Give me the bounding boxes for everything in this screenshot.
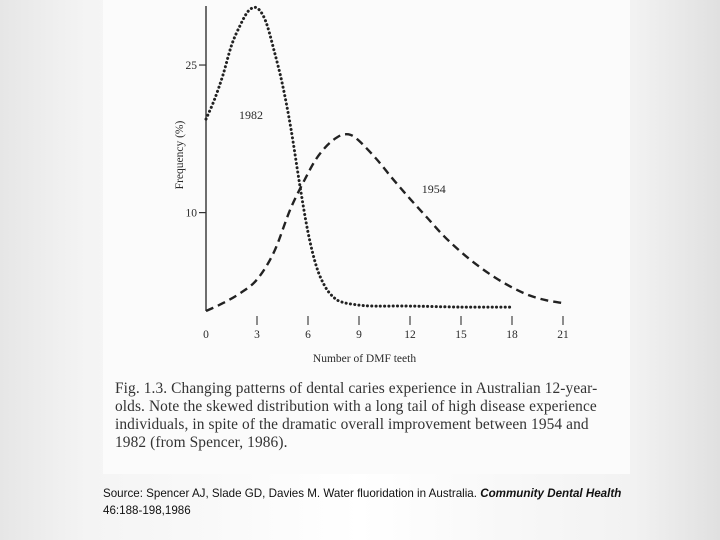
source-citation <box>103 485 663 519</box>
series-label-1982: 1982 <box>239 108 263 123</box>
x-tick-label: 15 <box>455 329 467 341</box>
figure-caption-label: Fig. 1.3. <box>115 380 168 397</box>
x-tick-label: 3 <box>254 329 260 341</box>
x-tick-label: 21 <box>557 329 569 341</box>
x-tick-label: 9 <box>356 329 362 341</box>
x-axis-title: Number of DMF teeth <box>312 353 417 365</box>
series-line-1954 <box>206 134 563 311</box>
x-tick-label: 0 <box>203 329 209 341</box>
x-tick-label: 12 <box>404 329 416 341</box>
y-tick-label: 10 <box>185 207 197 220</box>
figure-caption-text: Changing patterns of dental caries experience in Australian 12-year-olds. Note the skewed distribution with a long tail of high disease experience individuals, in spite of the dramatic overall improvement between 1954 and 1982 (from Spencer, 1986). <box>115 380 598 451</box>
chart-series <box>206 7 563 311</box>
source-prefix: Source: Spencer AJ, Slade GD, Davies M. Water fluoridation in Australia. <box>103 487 477 500</box>
series-label-1954: 1954 <box>421 182 446 197</box>
y-axis-title: Frequency (%) <box>174 120 186 190</box>
chart-ticks <box>186 60 570 341</box>
x-tick-label: 18 <box>506 329 518 341</box>
x-tick-label: 6 <box>305 329 311 341</box>
y-tick-label: 25 <box>185 60 197 73</box>
dmf-chart <box>103 0 630 380</box>
figure-caption <box>115 380 615 452</box>
source-journal: Community Dental Health <box>480 487 622 500</box>
series-line-1982 <box>206 7 512 307</box>
source-suffix: 46:188-198,1986 <box>103 504 191 517</box>
